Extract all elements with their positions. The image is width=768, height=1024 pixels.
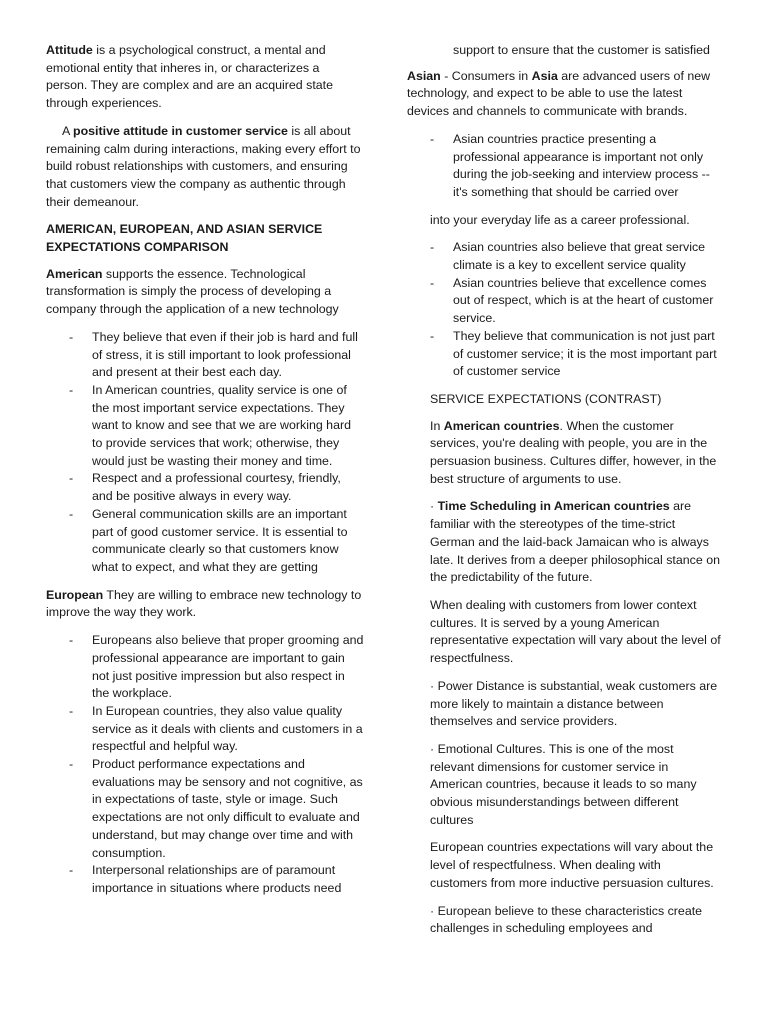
left-column [46,42,364,908]
list-item: - Asian countries practice presenting a professional appearance is important not only during the job-seeking and interview process -- it's something that should be carried over [407,131,721,202]
american-countries-term: American countries [443,418,560,433]
european-characteristics-paragraph: · European believe to these characteristics create challenges in scheduling employees and [430,903,703,936]
list-item: - Respect and a professional courtesy, friendly, and be positive always in every way. [46,470,364,505]
service-expectations-heading: SERVICE EXPECTATIONS (CONTRAST) [430,391,662,406]
list-item: - They believe that even if their job is hard and full of stress, it is still important to look professional and present at their best each day. [46,329,364,382]
comparison-heading: AMERICAN, EUROPEAN, AND ASIAN SERVICE EXPECTATIONS COMPARISON [46,222,323,255]
american-countries-pre: In [430,418,444,433]
american-paragraph [46,266,364,319]
attitude-text: is a psychological construct, a mental and emotional entity that inheres in, or characterizes a person. They are complex and are an acquired state through experiences. [46,43,333,111]
american-countries-paragraph [407,418,721,489]
asian-continuation: into your everyday life as a career professional. [430,212,690,227]
power-distance-paragraph: · Power Distance is substantial, weak customers are more likely to maintain a distance between themselves and service providers. [430,678,718,729]
time-scheduling-text: are familiar with the stereotypes of the time-strict German and the laid-back Jamaican who is always late. It derives from a deeper philosophical stance on the predictability of the future. [430,499,720,585]
list-item: - They believe that communication is not just part of customer service; it is the most important part of customer service [407,328,721,381]
positive-attitude-term: positive attitude in customer service [73,123,288,138]
european-term: European [46,587,104,602]
american-term: American [46,266,103,281]
asian-mid: - Consumers in [440,68,532,83]
list-item: - Product performance expectations and evaluations may be sensory and not cognitive, as in expectations of taste, style or image. Such expectations are not only difficult to evaluate and understand, but may change over time and with consumption. [46,756,364,862]
list-item: - Asian countries also believe that great service climate is a key to excellent service quality [407,239,721,274]
continuation-text: support to ensure that the customer is satisfied [453,43,710,57]
attitude-term: Attitude [46,43,93,57]
list-item: - Asian countries believe that excellence comes out of respect, which is at the heart of customer service. [407,275,721,328]
asian-text: are advanced users of new technology, and expect to be able to use the latest devices and channels to communicate with brands. [407,68,711,119]
list-item: - In American countries, quality service is one of the most important service expectations. They want to know and see that we are working hard to provide services that work; otherwise, they would just be wasting their money and time. [46,382,364,471]
time-scheduling-paragraph [407,498,721,587]
attitude-paragraph [46,42,364,113]
positive-attitude-paragraph [46,123,364,212]
list-item: - In European countries, they also value quality service as it deals with clients and customers in a respectful and helpful way. [46,703,364,756]
american-countries-text: . When the customer services, you're dealing with people, you are in the persuasion business. Cultures differ, however, in the best structure of arguments to use. [430,418,717,486]
asian-list-2 [407,239,721,381]
european-text: They are willing to embrace new technology to improve the way they work. [46,587,362,620]
positive-attitude-pre: A [62,123,74,138]
asian-list-1 [407,131,721,202]
american-text: supports the essence. Technological transformation is simply the process of developing a company through the application of a new technology [46,266,339,317]
asian-paragraph [407,68,721,121]
american-list [46,329,364,577]
time-scheduling-pre: · [430,499,438,514]
list-item: - Interpersonal relationships are of paramount importance in situations where products need [46,862,364,897]
positive-attitude-text: is all about remaining calm during interactions, making every effort to build robust relationships with customers, and ensuring that customers view the company as authentic through their demeanour. [46,123,361,209]
list-item: - Europeans also believe that proper grooming and professional appearance are important to gain not just positive impression but also respect in the workplace. [46,632,364,703]
emotional-cultures-paragraph: · Emotional Cultures. This is one of the most relevant dimensions for customer service in American countries, because it leads to so many obvious misunderstandings between different cultures [430,741,697,827]
european-list [46,632,364,898]
lower-context-paragraph: When dealing with customers from lower context cultures. It is served by a young American representative expectation will vary about the level of respectfulness. [430,597,721,666]
time-scheduling-term: Time Scheduling in American countries [437,499,670,514]
right-column [407,42,721,948]
european-expectations-paragraph: European countries expectations will vary about the level of respectfulness. When dealing with customers from more inductive persuasion cultures. [430,840,714,890]
asian-term: Asian [407,68,441,83]
european-paragraph [46,587,364,622]
asia-term: Asia [531,68,558,83]
list-item: - General communication skills are an important part of good customer service. It is essential to communicate clearly so that customers know what to expect, and what they are getting [46,506,364,577]
